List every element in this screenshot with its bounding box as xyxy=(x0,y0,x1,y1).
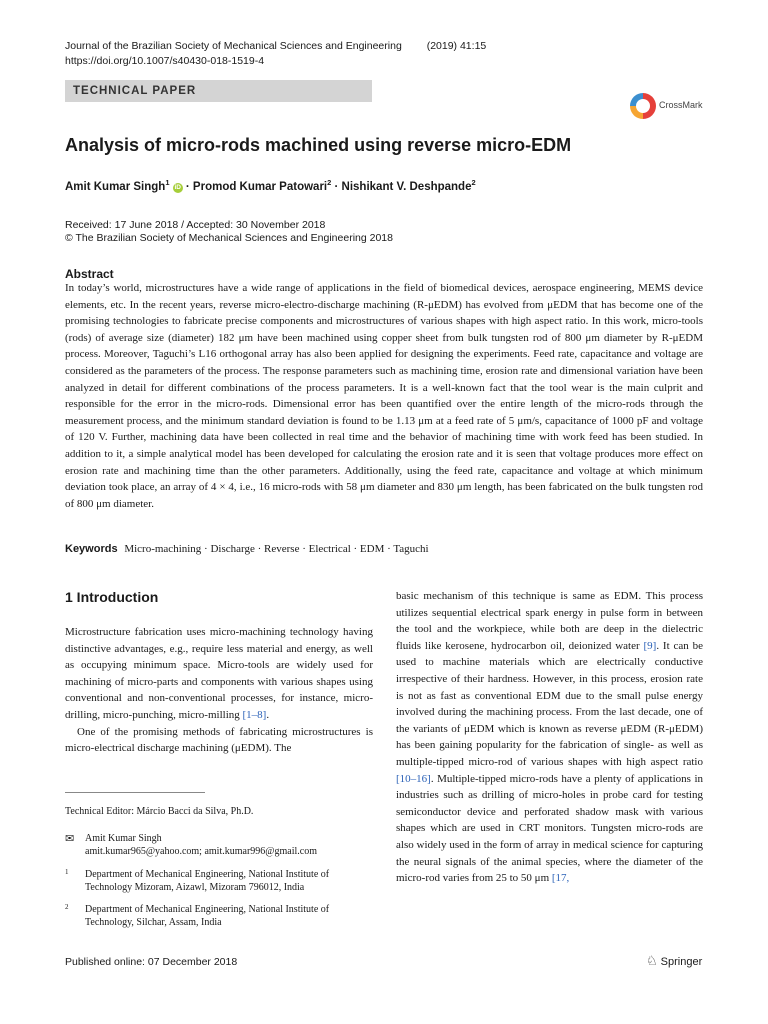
keywords xyxy=(65,543,429,555)
intro-column-left xyxy=(65,624,373,757)
affiliation-number: 2 xyxy=(65,903,69,911)
keywords-label: Keywords xyxy=(65,543,118,555)
intro-paragraph xyxy=(65,624,373,724)
corresponding-author xyxy=(65,832,375,858)
copyright-notice: © The Brazilian Society of Mechanical Sciences and Engineering 2018 xyxy=(65,232,393,244)
paper-type-banner: TECHNICAL PAPER xyxy=(65,80,372,102)
paper-title: Analysis of micro-rods machined using reverse micro-EDM xyxy=(65,135,572,155)
intro-column-right xyxy=(396,588,703,887)
technical-editor-note: Technical Editor: Márcio Bacci da Silva, Ph.D. xyxy=(65,806,254,817)
journal-header xyxy=(65,40,705,52)
footnote-divider xyxy=(65,792,205,793)
author-affil-sup: 2 xyxy=(471,178,476,187)
affiliation-text: Department of Mechanical Engineering, National Institute of Technology, Silchar, Assam, India xyxy=(85,904,330,928)
springer-horse-icon: ♘ xyxy=(646,953,658,968)
intro-text: basic mechanism of this technique is same as EDM. This process utilizes sequential electrical spark energy in pulse form in between the tool and the workpiece, while both are deep in the dielectric fluids like kerosene, hydrocarbon oil, deionized water xyxy=(396,590,703,652)
publisher-name: Springer xyxy=(660,956,703,968)
citation-link[interactable]: [9] xyxy=(643,639,657,652)
intro-text: . Multiple-tipped micro-rods have a plenty of applications in industries such as drilling of micro-holes in probe card for testing semiconductor device and perforated shadow mask with various shapes which are used in CRT monitors. Tungsten micro-rods are also widely used in the form of array in medical science for capturing the neural signals of the animal species, where the diameter of the micro-rod varies from 25 to 50 μm xyxy=(396,772,703,885)
intro-text: . xyxy=(266,708,270,721)
intro-text: Microstructure fabrication uses micro-machining technology having distinctive advantages, e.g., require less material and energy, as well as occupying minimum space. Micro-tools are widely used for machining of micro-parts and components with various shapes using conventional and non-conventional processes, for instance, micro-drilling, micro-punching, micro-milling xyxy=(65,626,373,721)
author-affil-sup: 1 xyxy=(165,178,170,187)
affiliation-text: Department of Mechanical Engineering, National Institute of Technology Mizoram, Aizawl, Mizoram 796012, India xyxy=(85,869,330,893)
keywords-text: Micro-machining · Discharge · Reverse · Electrical · EDM · Taguchi xyxy=(124,543,429,555)
abstract-body: In today’s world, microstructures have a wide range of applications in the field of biomedical devices, aerospace engineering, MEMS device elements, etc. In the recent years, reverse micro-electro-discharge machining (R-μEDM) has evolved from μEDM that has become one of the promising technologies to fabricate precise components and microstructures of various shapes with high aspect ratio. In this work, micro-tools (rods) of average size (diameter) 182 μm have been machined using copper sheet from bulk tungsten rod of 800 μm diameter by R-μEDM process. Moreover, Taguchi’s L16 orthogonal array has also been applied for designing the experiments. Feed rate, capacitance and voltage are considered as the parameters of the process. The response parameters such as machining time, erosion rate and dimensional variation have been analyzed in detail for different combinations of the process parameters. It is a well-known fact that the tool wear is the main culprit and responsible for the error in the micro-rods. Dimensional error has been quantified over the entire length of the micro-rods through the measurement process, and the minimum standard deviation is found to be 1.13 μm at a feed rate of 5 μm/s, capacitance of 1000 pF and voltage of 120 V. Further, machining data have been collected in real time and the behavior of machining time with work feed has been studied. In addition to it, a simple analytical model has been developed for calculating the erosion rate and it is seen that voltage produces more effect on erosion rate and machining time than the other parameters. Additionally, using the feed rate, capacitance and voltage at which minimum deviation took place, an array of 4 × 4, i.e., 16 micro-rods with 58 μm diameter and 830 μm length, has been fabricated on the bulk tungsten rod of 800 μm diameter. xyxy=(65,282,703,510)
citation-link[interactable]: [1–8] xyxy=(242,708,267,721)
affiliation xyxy=(65,868,375,894)
journal-name: Journal of the Brazilian Society of Mechanical Sciences and Engineering xyxy=(65,40,402,52)
intro-paragraph: One of the promising methods of fabricating microstructures is micro-electrical discharge machining (μEDM). The xyxy=(65,725,373,755)
citation-link[interactable]: [17, xyxy=(551,872,570,885)
author-name: Amit Kumar Singh xyxy=(65,180,166,193)
envelope-icon: ✉ xyxy=(65,833,75,845)
author-list: Amit Kumar Singh$^1$ iD · Promod Kumar Patowari$^2$ · Nishikant V. Deshpande$^2$ xyxy=(65,178,476,193)
journal-volume: (2019) 41:15 xyxy=(426,40,487,52)
crossmark-badge[interactable] xyxy=(630,93,720,123)
author-name: Promod Kumar Patowari xyxy=(192,180,328,193)
doi-link[interactable]: https://doi.org/10.1007/s40430-018-1519-4 xyxy=(65,55,265,67)
affiliation xyxy=(65,903,375,929)
published-date: Published online: 07 December 2018 xyxy=(65,956,238,968)
author-name: Nishikant V. Deshpande xyxy=(341,180,472,193)
affiliation-number: 1 xyxy=(65,868,69,876)
publisher-logo xyxy=(646,953,702,969)
crossmark-icon xyxy=(630,93,656,119)
intro-text: . It can be used to machine materials which are electrically conductive irrespective of their hardness. However, in this process, erosion rate is not as fast as conventional EDM due to the small pulse energy involved during the machining process. From the last decade, one of the variants of μEDM which is known as reverse μEDM (R-μEDM) has been gaining popularity for the fabrication of single- as well as multiple-tipped micro-rod of various shapes with high aspect ratio xyxy=(396,639,703,768)
corresponding-author-email[interactable]: amit.kumar965@yahoo.com; amit.kumar996@gmail.com xyxy=(85,846,317,857)
received-dates: Received: 17 June 2018 / Accepted: 30 November 2018 xyxy=(65,219,326,231)
crossmark-label: CrossMark xyxy=(659,100,703,110)
author-affil-sup: 2 xyxy=(327,178,332,187)
corresponding-author-name: Amit Kumar Singh xyxy=(85,833,162,844)
abstract-heading: Abstract xyxy=(65,267,114,281)
section-heading-introduction: 1 Introduction xyxy=(65,589,159,605)
orcid-icon[interactable]: iD xyxy=(174,183,181,191)
citation-link[interactable]: [10–16] xyxy=(396,772,431,785)
